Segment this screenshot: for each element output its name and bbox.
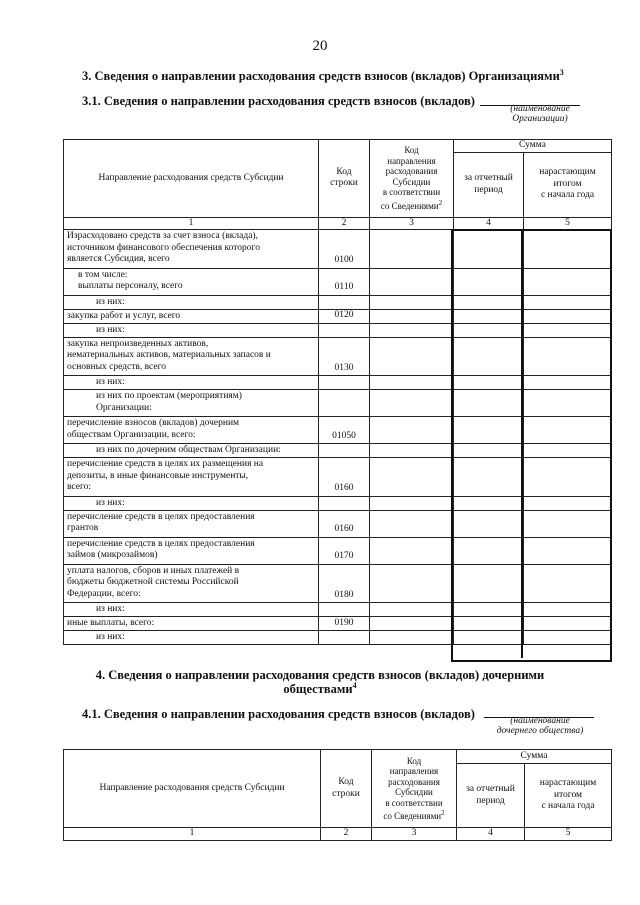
hdr-text: нарастающим	[539, 778, 597, 789]
row-direction	[64, 390, 319, 417]
table-row	[64, 376, 612, 390]
row-direction-line: перечисление взносов (вкладов) дочерним	[67, 418, 240, 428]
row-direction-line: в том числе:	[78, 269, 128, 280]
cumulative-sum-cell[interactable]	[524, 537, 612, 564]
row-code	[319, 376, 370, 390]
table-row	[64, 337, 612, 376]
table-row	[64, 631, 612, 645]
row-direction	[64, 295, 319, 309]
cumulative-sum-cell[interactable]	[524, 510, 612, 537]
section-4-title-line-2	[0, 681, 640, 697]
table-row	[64, 496, 612, 510]
row-direction-line: грантов	[67, 523, 99, 533]
cumulative-sum-cell[interactable]	[524, 390, 612, 417]
hdr-text: итогом	[553, 178, 582, 189]
column-number: 5	[525, 828, 612, 841]
subsidy-code-cell[interactable]	[370, 337, 454, 376]
row-code	[319, 631, 370, 645]
subsidy-code-cell[interactable]	[370, 564, 454, 603]
subsidy-code-cell[interactable]	[370, 268, 454, 295]
cumulative-sum-cell[interactable]	[524, 444, 612, 458]
subsidy-code-cell[interactable]	[370, 458, 454, 497]
row-code	[319, 603, 370, 617]
header-sum: Сумма	[454, 140, 612, 153]
hdr-text: расходования	[385, 166, 438, 177]
header-period	[454, 152, 524, 217]
cumulative-sum-cell[interactable]	[524, 458, 612, 497]
cumulative-sum-cell[interactable]	[524, 230, 612, 269]
column-number: 1	[64, 828, 321, 841]
cumulative-sum-cell[interactable]	[524, 603, 612, 617]
row-direction-line: Федерации, всего:	[67, 588, 141, 599]
footnote-3: 3	[559, 68, 564, 77]
header-subsidy-code	[370, 140, 454, 218]
period-sum-cell[interactable]	[454, 603, 524, 617]
hdr-text: со Сведениями	[380, 200, 439, 211]
period-sum-cell[interactable]	[454, 631, 524, 645]
header-direction: Направление расходования средств Субсидии	[64, 140, 319, 218]
row-direction-line: из них:	[96, 296, 125, 307]
row-code: 0130	[319, 337, 370, 376]
hdr-text: Код	[336, 166, 352, 177]
table-row	[64, 603, 612, 617]
cumulative-sum-cell[interactable]	[524, 617, 612, 631]
row-direction	[64, 631, 319, 645]
column-number: 2	[319, 217, 370, 230]
subsidy-code-cell[interactable]	[370, 230, 454, 269]
hdr-text: Субсидии	[392, 176, 431, 187]
subsidy-code-cell[interactable]	[370, 309, 454, 323]
row-direction-line: из них:	[96, 324, 125, 335]
section-3-title	[82, 68, 564, 84]
subsidy-code-cell[interactable]	[370, 496, 454, 510]
row-direction	[64, 417, 319, 444]
cumulative-sum-cell[interactable]	[524, 376, 612, 390]
hdr-text: Код	[338, 777, 354, 787]
period-sum-cell[interactable]	[454, 295, 524, 309]
row-direction	[64, 458, 319, 497]
hdr-text: расходования	[388, 776, 440, 787]
row-direction-line: бюджеты бюджетной системы Российской	[67, 577, 239, 587]
row-code: 0180	[319, 564, 370, 603]
table-row	[64, 564, 612, 603]
period-sum-cell[interactable]	[454, 564, 524, 603]
row-direction-line: депозиты, в иные финансовые инструменты,	[67, 470, 249, 481]
cumulative-sum-cell[interactable]	[524, 631, 612, 645]
hdr-text: за отчетный	[464, 173, 513, 183]
hdr-text: период	[476, 795, 505, 806]
column-number: 4	[457, 828, 525, 841]
row-direction-line: перечисление средств в целях предоставления	[67, 511, 255, 522]
column-number: 1	[64, 217, 319, 230]
row-direction-line: обществам Организации, всего:	[67, 429, 196, 440]
header-row-code	[321, 750, 372, 828]
column-numbers-row	[64, 217, 612, 230]
hdr-text: направления	[387, 155, 436, 166]
header-row-code	[319, 140, 370, 218]
header-period	[457, 764, 525, 828]
row-direction	[64, 510, 319, 537]
row-code: 0190	[319, 617, 370, 631]
row-direction-line: Организации:	[96, 402, 152, 413]
table-row	[64, 323, 612, 337]
period-sum-cell[interactable]	[454, 417, 524, 444]
page-number: 20	[312, 38, 328, 54]
name-note-line-2: дочернего общества)	[496, 726, 584, 736]
hdr-text: со Сведениями	[383, 811, 442, 821]
row-code: 0100	[319, 230, 370, 269]
subsidy-code-cell[interactable]	[370, 295, 454, 309]
period-sum-cell[interactable]	[454, 230, 524, 269]
row-direction-line: из них по проектам (мероприятиям)	[96, 391, 242, 401]
footnote-4: 4	[352, 681, 357, 690]
hdr-text: с начала года	[540, 190, 595, 201]
row-direction	[64, 603, 319, 617]
hdr-text: строки	[330, 178, 358, 189]
section-3-title-text: 3. Сведения о направлении расходования средств взносов (вкладов) Организациями	[82, 69, 560, 84]
column-number: 2	[321, 828, 372, 841]
footnote-2: 2	[438, 198, 443, 207]
section-4-title-text: обществами	[283, 682, 353, 697]
row-code: 0160	[319, 458, 370, 497]
row-direction-line: перечисление средств в целях предоставления	[67, 538, 255, 549]
subsidy-code-cell[interactable]	[370, 390, 454, 417]
row-code: 0120	[319, 309, 370, 323]
table-row	[64, 458, 612, 497]
subsidy-code-cell[interactable]	[370, 537, 454, 564]
cumulative-sum-cell[interactable]	[524, 309, 612, 323]
hdr-text: нарастающим	[539, 167, 596, 178]
period-sum-cell[interactable]	[454, 510, 524, 537]
row-direction-line: из них по дочерним обществам Организации:	[96, 445, 281, 455]
hdr-text: Код	[406, 755, 422, 766]
table-row	[64, 510, 612, 537]
footnote-2: 2	[441, 809, 445, 817]
cumulative-sum-cell[interactable]	[524, 268, 612, 295]
row-direction	[64, 268, 319, 295]
column-number: 3	[372, 828, 457, 841]
period-sum-cell[interactable]	[454, 309, 524, 323]
hdr-text: Код	[404, 145, 419, 156]
hdr-text: за отчетный	[466, 784, 515, 794]
cumulative-sum-cell[interactable]	[524, 337, 612, 376]
header-cumulative	[525, 764, 612, 828]
subsidy-code-cell[interactable]	[370, 603, 454, 617]
table-row	[64, 268, 612, 295]
header-subsidy-code	[372, 750, 457, 828]
hdr-text: Субсидии	[395, 787, 433, 797]
row-code	[319, 295, 370, 309]
period-sum-cell[interactable]	[454, 458, 524, 497]
cumulative-sum-cell[interactable]	[524, 417, 612, 444]
subsidy-code-cell[interactable]	[370, 617, 454, 631]
row-direction	[64, 376, 319, 390]
row-code	[319, 323, 370, 337]
period-sum-cell[interactable]	[454, 496, 524, 510]
table-row	[64, 444, 612, 458]
cumulative-sum-cell[interactable]	[524, 323, 612, 337]
table-row	[64, 617, 612, 631]
period-sum-cell[interactable]	[454, 444, 524, 458]
row-direction-line: закупка непроизведенных активов,	[67, 338, 209, 349]
header-sum: Сумма	[457, 750, 612, 764]
header-cumulative	[524, 152, 612, 217]
row-code: 0170	[319, 537, 370, 564]
row-code: 01050	[319, 417, 370, 444]
header-direction: Направление расходования средств Субсидии	[64, 750, 321, 828]
row-direction-line: уплата налогов, сборов и иных платежей в	[67, 565, 240, 576]
hdr-text: в соответствии	[382, 187, 441, 198]
subsidiary-expenditure-table	[63, 749, 612, 841]
period-sum-cell[interactable]	[454, 323, 524, 337]
column-numbers-row	[64, 828, 612, 841]
row-direction-line: основных средств, всего	[67, 361, 166, 372]
section-4-title-line-1: 4. Сведения о направлении расходования средств взносов (вкладов) дочерними	[95, 668, 545, 682]
subsidiary-name-note	[476, 716, 604, 736]
subsidy-code-cell[interactable]	[370, 444, 454, 458]
row-direction	[64, 444, 319, 458]
row-code: 0110	[319, 268, 370, 295]
period-sum-cell[interactable]	[454, 268, 524, 295]
column-number: 5	[524, 217, 612, 230]
section-3-1-title: 3.1. Сведения о направлении расходования средств взносов (вкладов)	[82, 94, 475, 108]
hdr-text: итогом	[553, 789, 583, 800]
hdr-text: период	[474, 184, 503, 195]
row-direction-line: источником финансового обеспечения которого	[67, 242, 260, 253]
section-4-1-title: 4.1. Сведения о направлении расходования средств взносов (вкладов)	[82, 707, 475, 721]
row-direction	[64, 496, 319, 510]
name-note-line-1: (наименование	[510, 716, 570, 726]
table-row	[64, 537, 612, 564]
row-direction-line: займов (микрозаймов)	[67, 550, 158, 560]
row-direction-line: из них:	[96, 497, 125, 508]
row-direction-line: перечисление средств в целях их размещения на	[67, 459, 264, 469]
row-direction	[64, 309, 319, 323]
row-direction-line: нематериальных активов, материальных запасов и	[67, 350, 271, 360]
row-direction-line: иные выплаты, всего:	[67, 618, 155, 628]
hdr-text: в соответствии	[385, 797, 443, 808]
row-direction-line: всего:	[67, 482, 92, 492]
table-row	[64, 295, 612, 309]
subsidy-code-cell[interactable]	[370, 376, 454, 390]
period-sum-cell[interactable]	[454, 537, 524, 564]
name-note-line-2: Организации)	[512, 114, 568, 124]
row-code: 0160	[319, 510, 370, 537]
row-code	[319, 444, 370, 458]
table-row	[64, 309, 612, 323]
row-direction	[64, 337, 319, 376]
period-sum-cell[interactable]	[454, 337, 524, 376]
row-code	[319, 496, 370, 510]
period-sum-cell[interactable]	[454, 390, 524, 417]
subsidy-code-cell[interactable]	[370, 631, 454, 645]
row-code	[319, 390, 370, 417]
row-direction	[64, 617, 319, 631]
name-note-line-1: (наименование	[510, 104, 570, 114]
row-direction-line: из них:	[96, 604, 125, 614]
period-sum-cell[interactable]	[454, 617, 524, 631]
row-direction-line: из них:	[96, 632, 125, 642]
organization-name-note	[490, 104, 590, 124]
subsidy-code-cell[interactable]	[370, 323, 454, 337]
row-direction	[64, 323, 319, 337]
period-sum-cell[interactable]	[454, 376, 524, 390]
row-direction	[64, 537, 319, 564]
subsidy-code-cell[interactable]	[370, 417, 454, 444]
hdr-text: с начала года	[541, 801, 595, 812]
table-row	[64, 417, 612, 444]
row-direction	[64, 230, 319, 269]
table-row	[64, 230, 612, 269]
cumulative-sum-cell[interactable]	[524, 295, 612, 309]
hdr-text: строки	[332, 788, 360, 799]
column-number: 4	[454, 217, 524, 230]
subsidy-code-cell[interactable]	[370, 510, 454, 537]
column-number: 3	[370, 217, 454, 230]
cumulative-sum-cell[interactable]	[524, 496, 612, 510]
row-direction	[64, 564, 319, 603]
row-direction-line: Израсходовано средств за счет взноса (вклада),	[67, 231, 258, 241]
row-direction-line: из них:	[96, 377, 125, 387]
row-direction-line: выплаты персоналу, всего	[78, 281, 183, 291]
table-row	[64, 390, 612, 417]
hdr-text: направления	[389, 766, 439, 776]
row-direction-line: является Субсидия, всего	[67, 254, 170, 264]
cumulative-sum-cell[interactable]	[524, 564, 612, 603]
expenditure-table	[63, 139, 612, 645]
row-direction-line: закупка работ и услуг, всего	[67, 310, 181, 321]
